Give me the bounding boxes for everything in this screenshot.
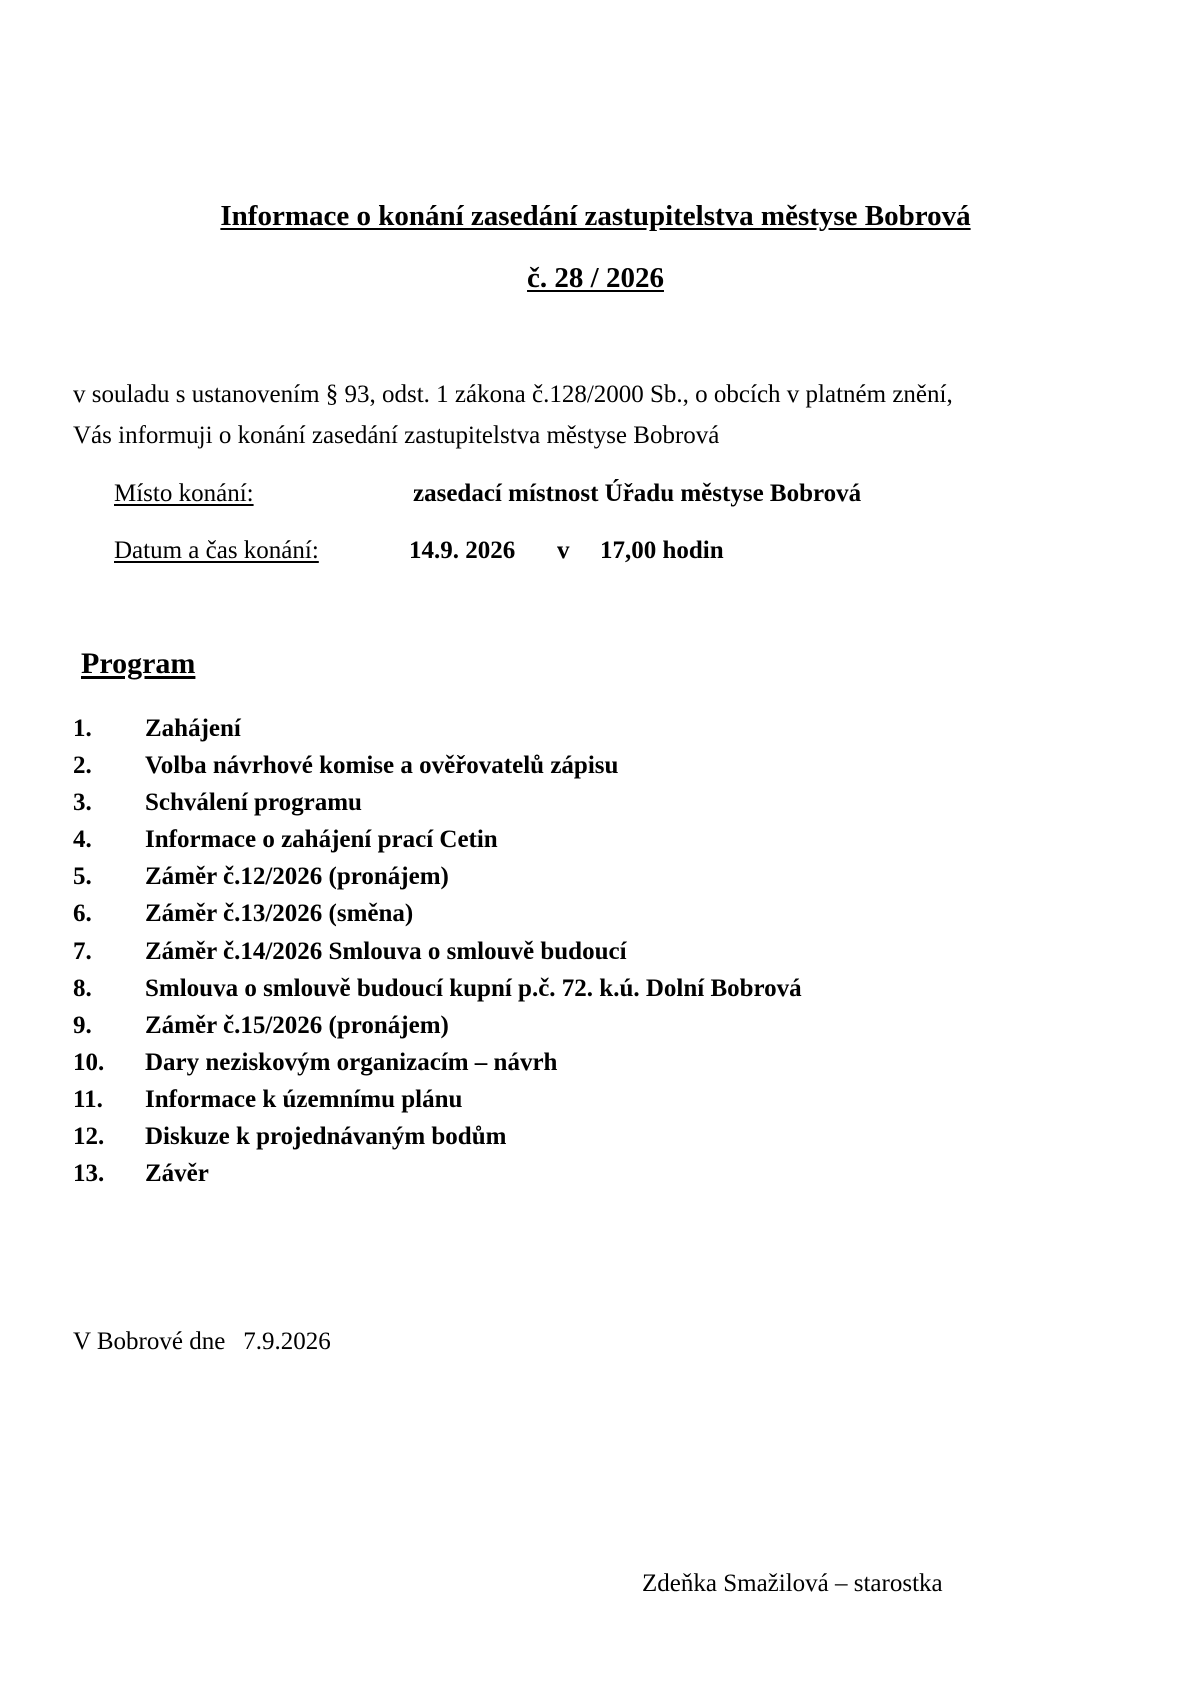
document-title: Informace o konání zasedání zastupitelstva městyse Bobrová (220, 200, 971, 232)
item-text: Informace k územnímu plánu (145, 1085, 463, 1113)
program-heading: Program (81, 647, 196, 680)
program-list (73, 710, 802, 1192)
list-item (73, 784, 802, 821)
list-item (73, 710, 802, 747)
item-number: 5. (73, 863, 92, 891)
item-text: Volba návrhové komise a ověřovatelů zápisu (145, 752, 619, 780)
list-item (73, 970, 802, 1007)
place-value: zasedací místnost Úřadu městyse Bobrová (413, 480, 862, 507)
item-number: 12. (73, 1123, 105, 1151)
item-text: Zahájení (145, 715, 241, 742)
item-text: Závěr (145, 1160, 209, 1188)
list-item (73, 747, 802, 784)
item-number: 6. (73, 900, 92, 928)
list-item (73, 1007, 802, 1044)
item-number: 2. (73, 752, 92, 780)
footer-place: V Bobrové dne (73, 1328, 226, 1355)
document-number: č. 28 / 2026 (527, 262, 664, 294)
list-item (73, 1155, 802, 1192)
list-item (73, 895, 802, 932)
list-item (73, 1081, 802, 1118)
place-label: Místo konání: (114, 480, 254, 507)
meeting-time: 17,00 hodin (600, 537, 724, 564)
item-text: Záměr č.14/2026 Smlouva o smlouvě budoucí (145, 937, 627, 965)
item-number: 7. (73, 937, 92, 965)
item-text: Schválení programu (145, 789, 362, 817)
item-text: Diskuze k projednávaným bodům (145, 1123, 507, 1151)
item-number: 4. (73, 826, 92, 854)
item-text: Záměr č.12/2026 (pronájem) (145, 863, 449, 891)
item-text: Informace o zahájení prací Cetin (145, 826, 498, 854)
item-text: Záměr č.15/2026 (pronájem) (145, 1011, 449, 1039)
list-item (73, 1044, 802, 1081)
item-number: 1. (73, 715, 92, 742)
place-and-date (73, 1328, 331, 1356)
item-text: Záměr č.13/2026 (směna) (145, 900, 414, 928)
datetime-label: Datum a čas konání: (114, 537, 319, 564)
item-number: 8. (73, 974, 92, 1002)
item-number: 13. (73, 1160, 105, 1188)
intro-line-1: v souladu s ustanovením § 93, odst. 1 zákona č.128/2000 Sb., o obcích v platném znění, (73, 381, 953, 408)
meeting-at: v (557, 537, 570, 564)
item-text: Smlouva o smlouvě budoucí kupní p.č. 72. k.ú. Dolní Bobrová (145, 974, 802, 1002)
list-item (73, 821, 802, 858)
list-item (73, 933, 802, 970)
item-number: 3. (73, 789, 92, 817)
item-text: Dary neziskovým organizacím – návrh (145, 1048, 558, 1076)
footer-date: 7.9.2026 (243, 1328, 331, 1355)
item-number: 9. (73, 1011, 92, 1039)
list-item (73, 1118, 802, 1155)
list-item (73, 858, 802, 895)
item-number: 11. (73, 1085, 103, 1113)
meeting-date: 14.9. 2026 (409, 537, 516, 564)
item-number: 10. (73, 1048, 105, 1076)
signature: Zdeňka Smažilová – starostka (642, 1570, 943, 1597)
intro-line-2: Vás informuji o konání zasedání zastupitelstva městyse Bobrová (73, 422, 720, 449)
